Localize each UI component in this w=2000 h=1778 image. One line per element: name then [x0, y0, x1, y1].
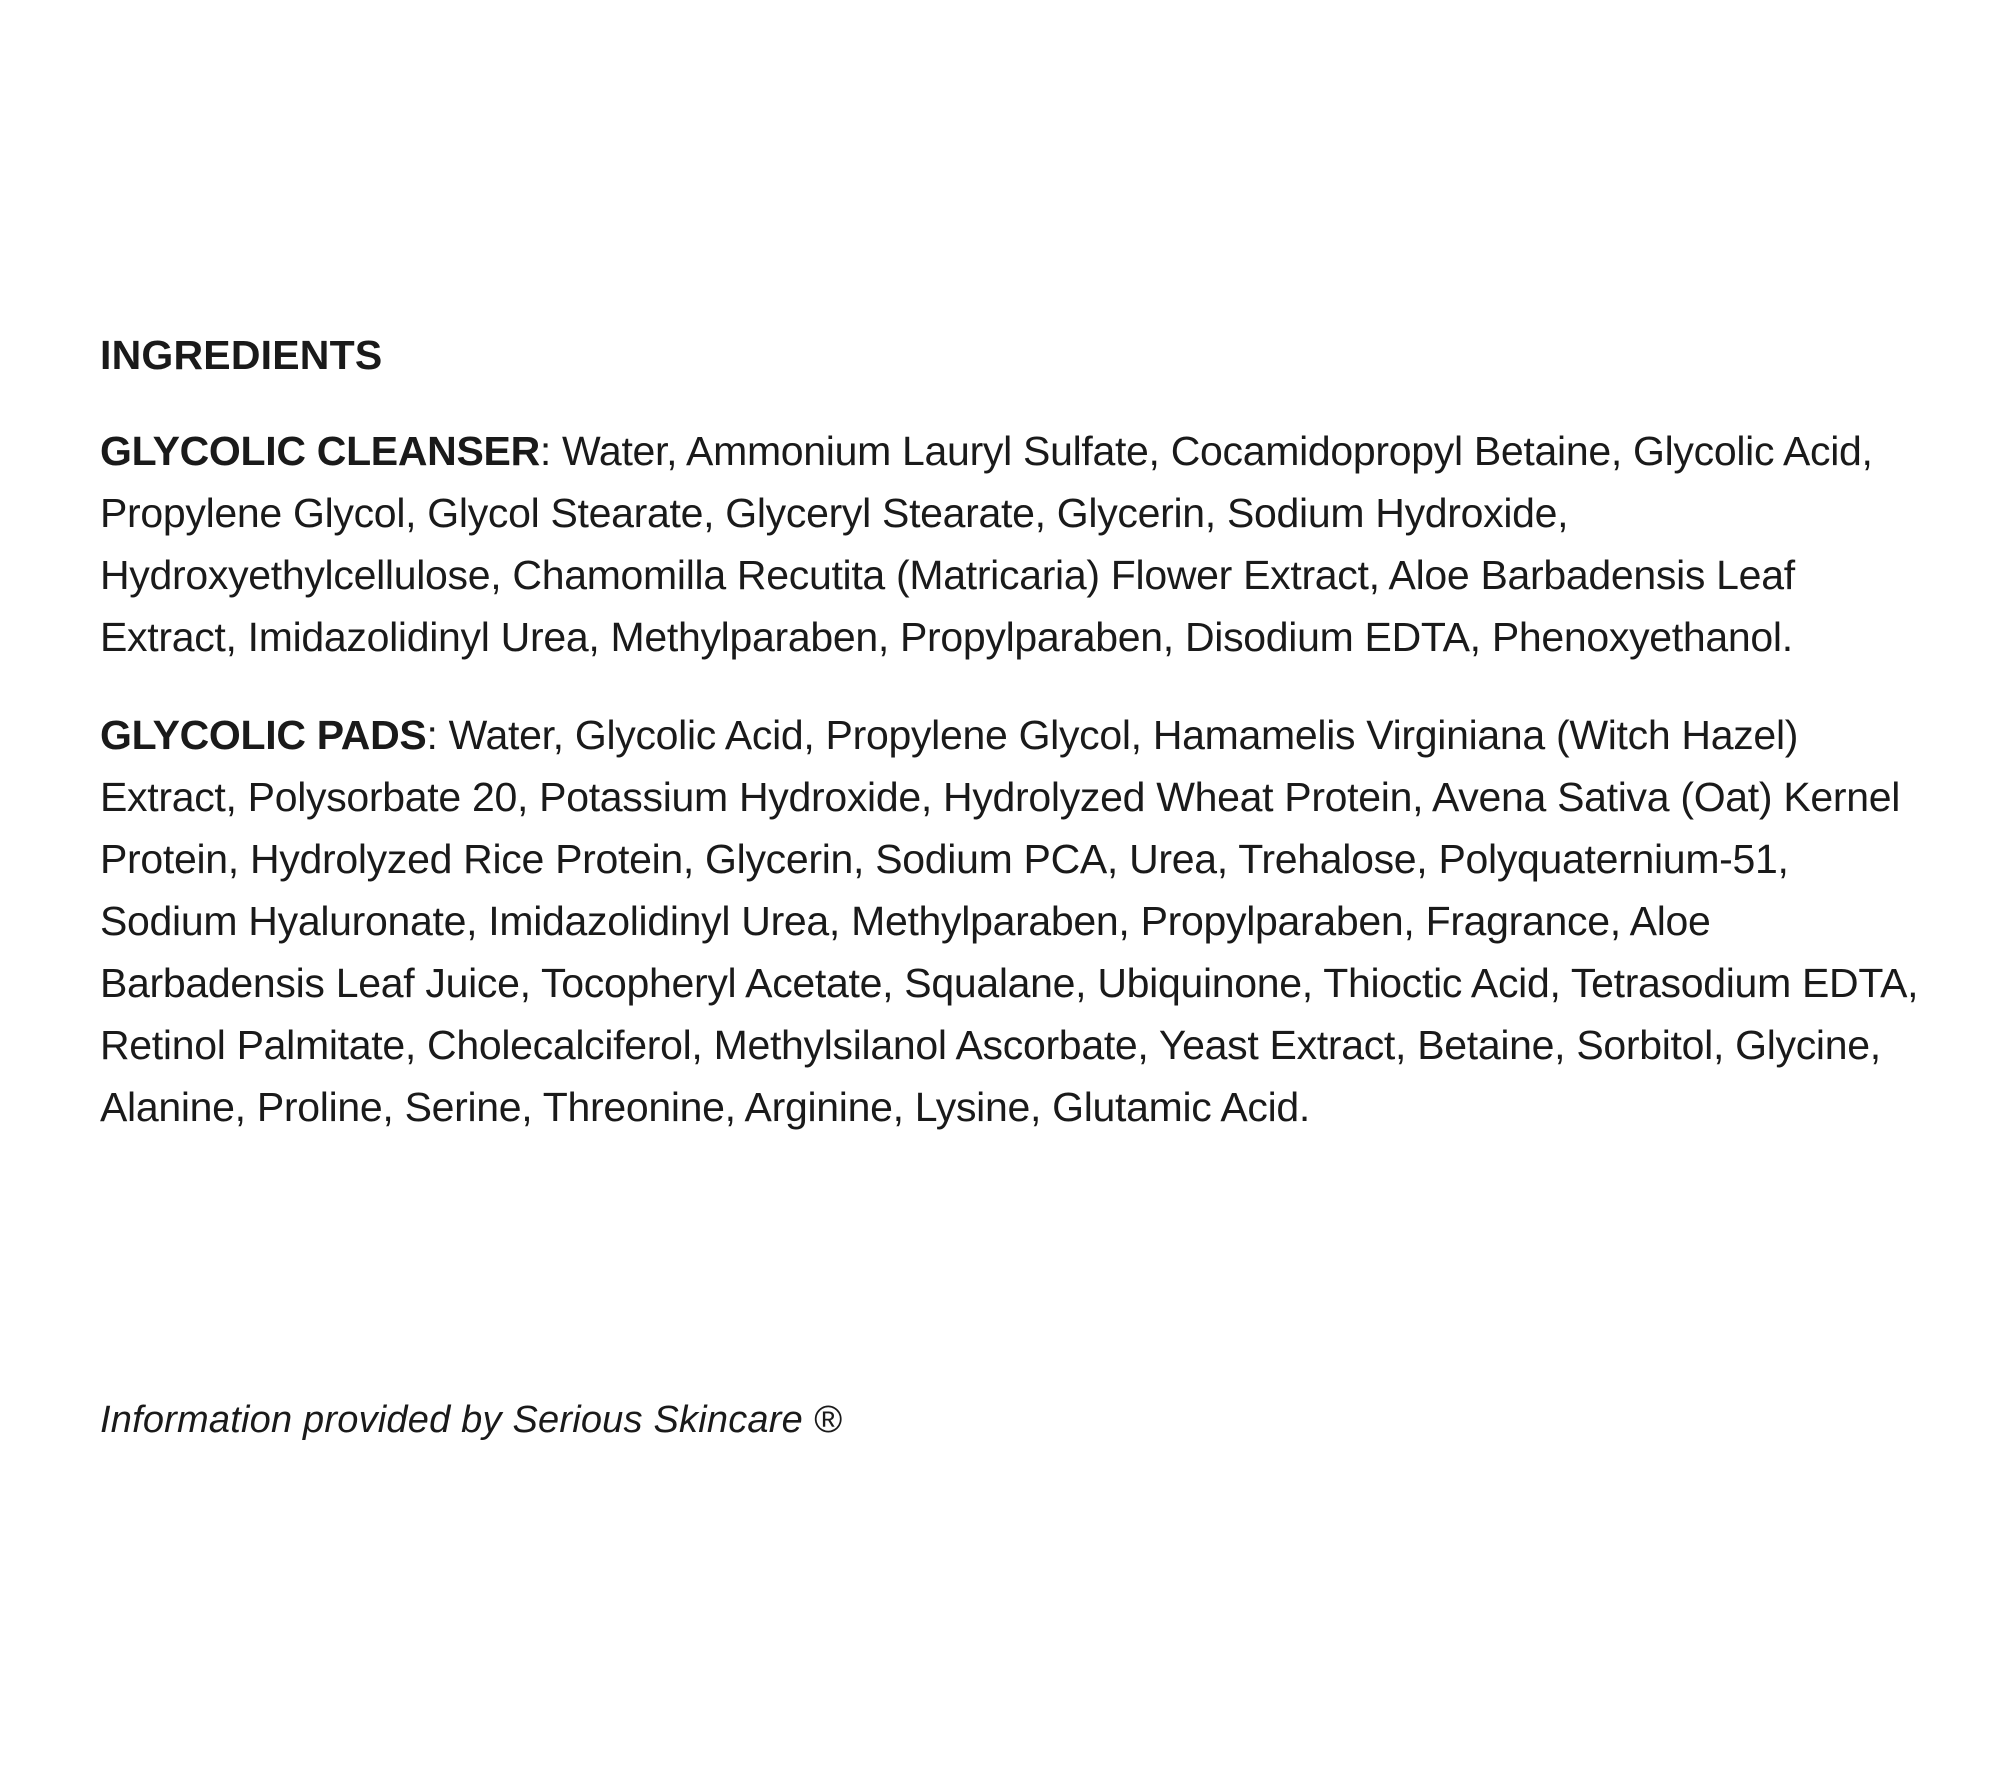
pads-ingredients-text: Water, Glycolic Acid, Propylene Glycol, Hamamelis Virginiana (Witch Hazel) Extract, Polysorbate 20, Potassium Hydroxide, Hydrolyzed Wheat Protein, Avena Sativa (Oat) Kernel Protein, Hydrolyzed Rice Protein, Glycerin, Sodium PCA, Urea, Trehalose, Polyquaternium-51, Sodium Hyaluronate, Imidazolidinyl Urea, Methylparaben, Propylparaben, Fragrance, Aloe Barbadensis Leaf Juice, Tocopheryl Acetate, Squalane, Ubiquinone, Thioctic Acid, Tetrasodium EDTA, Retinol Palmitate, Cholecalciferol, Methylsilanol Ascorbate, Yeast Extract, Betaine, Sorbitol, Glycine, Alanine, Proline, Serine, Threonine, Arginine, Lysine, Glutamic Acid.	[100, 712, 1919, 1130]
pads-ingredients-paragraph	[100, 704, 1930, 1138]
cleanser-label: GLYCOLIC CLEANSER	[100, 428, 540, 474]
cleanser-separator: :	[539, 428, 551, 474]
pads-label: GLYCOLIC PADS	[100, 712, 427, 758]
cleanser-ingredients-text: Water, Ammonium Lauryl Sulfate, Cocamidopropyl Betaine, Glycolic Acid, Propylene Glycol, Glycol Stearate, Glyceryl Stearate, Glycerin, Sodium Hydroxide, Hydroxyethylcellulose, Chamomilla Recutita (Matricaria) Flower Extract, Aloe Barbadensis Leaf Extract, Imidazolidinyl Urea, Methylparaben, Propylparaben, Disodium EDTA, Phenoxyethanol.	[100, 428, 1873, 660]
cleanser-ingredients-paragraph	[100, 420, 1930, 668]
pads-separator: :	[426, 712, 438, 758]
page-title: INGREDIENTS	[100, 332, 383, 378]
source-credit: Information provided by Serious Skincare ®	[100, 1399, 842, 1441]
ingredients-document	[100, 330, 1930, 1174]
